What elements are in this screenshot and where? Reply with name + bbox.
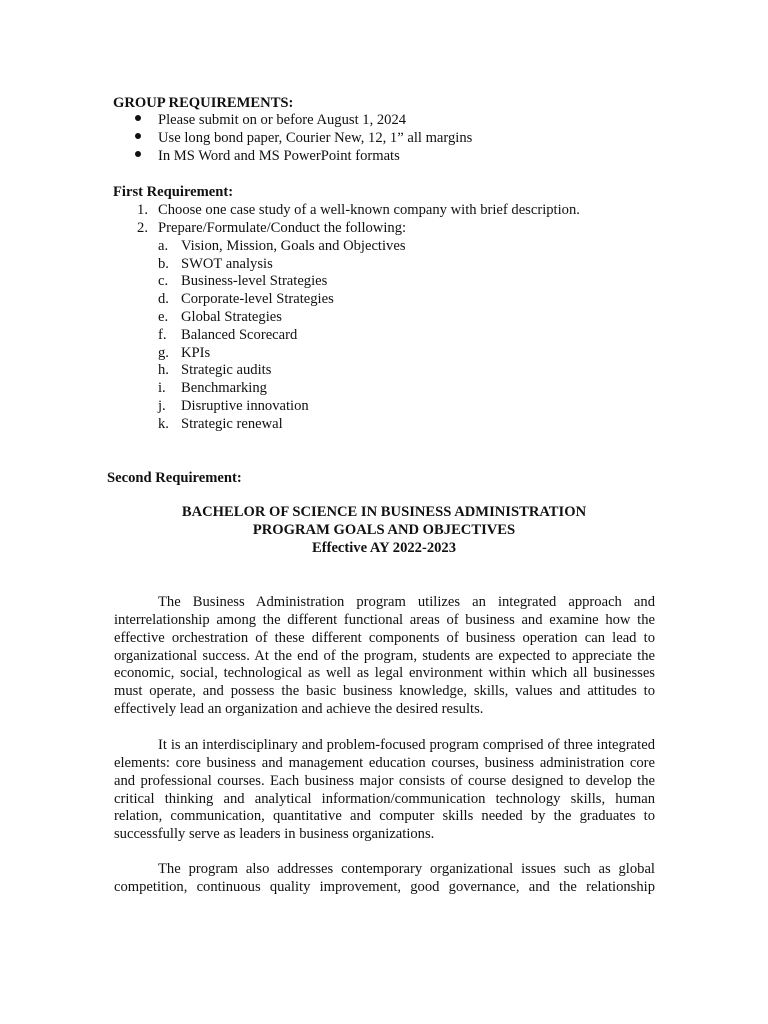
sublist-letter: k. (158, 416, 169, 432)
program-title-line-1: BACHELOR OF SCIENCE IN BUSINESS ADMINISTRATION (181, 504, 587, 520)
sublist-item: Strategic renewal (181, 416, 283, 432)
paragraph (114, 737, 655, 844)
sublist-letter: d. (158, 291, 169, 307)
sublist-letter: h. (158, 362, 169, 378)
sublist-item: Corporate-level Strategies (181, 291, 334, 307)
list-number: 1. (137, 202, 148, 218)
paragraph-text: The program also addresses contemporary organizational issues such as global competition, continuous quality improvement, good governance, and the relationship (114, 861, 655, 895)
sublist-letter: f. (158, 327, 167, 343)
sublist-item: KPIs (181, 345, 211, 361)
sublist-letter: j. (158, 398, 166, 414)
bullet-dot-icon (135, 115, 141, 121)
paragraph-text: The Business Administration program utilizes an integrated approach and interrelationship among the different functional areas of business and examine how the effective orchestration of these different components of business operation can lead to organizational success. At the end of the program, students are expected to appreciate the economic, social, technological as well as legal environment within which all businesses must operate, and possess the basic business knowledge, skills, values and attitudes to effectively lead an organization and achieve the desired results. (114, 594, 655, 718)
list-item: Prepare/Formulate/Conduct the following: (158, 220, 407, 236)
bullet-dot-icon (135, 151, 141, 157)
bullet-item: In MS Word and MS PowerPoint formats (158, 148, 400, 164)
second-requirement-heading: Second Requirement: (107, 470, 242, 486)
list-number: 2. (137, 220, 148, 236)
sublist-letter: c. (158, 273, 169, 289)
sublist-letter: b. (158, 256, 169, 272)
bullet-dot-icon (135, 133, 141, 139)
paragraph (114, 861, 655, 897)
program-title-line-2: PROGRAM GOALS AND OBJECTIVES (252, 522, 516, 538)
sublist-item: Strategic audits (181, 362, 272, 378)
sublist-letter: g. (158, 345, 169, 361)
sublist-item: Disruptive innovation (181, 398, 309, 414)
sublist-item: SWOT analysis (181, 256, 273, 272)
paragraph (114, 594, 655, 719)
first-requirement-heading: First Requirement: (113, 184, 234, 200)
sublist-letter: e. (158, 309, 169, 325)
sublist-item: Vision, Mission, Goals and Objectives (181, 238, 406, 254)
sublist-letter: i. (158, 380, 166, 396)
sublist-item: Global Strategies (181, 309, 282, 325)
list-item: Choose one case study of a well-known company with brief description. (158, 202, 580, 218)
sublist-item: Benchmarking (181, 380, 267, 396)
sublist-item: Balanced Scorecard (181, 327, 298, 343)
sublist-letter: a. (158, 238, 169, 254)
paragraph-text: It is an interdisciplinary and problem-focused program comprised of three integrated elements: core business and management education courses, business administration core and professional courses. Each business major consists of course designed to develop the critical thinking and analytical information/communication technology skills, human relation, communication, quantitative and computer skills needed by the graduates to successfully serve as leaders in business organizations. (114, 737, 655, 843)
bullet-item: Use long bond paper, Courier New, 12, 1” all margins (158, 130, 473, 146)
sublist-item: Business-level Strategies (181, 273, 328, 289)
program-title-line-3: Effective AY 2022-2023 (311, 540, 457, 556)
bullet-item: Please submit on or before August 1, 2024 (158, 112, 407, 128)
group-requirements-heading: GROUP REQUIREMENTS: (113, 95, 294, 111)
